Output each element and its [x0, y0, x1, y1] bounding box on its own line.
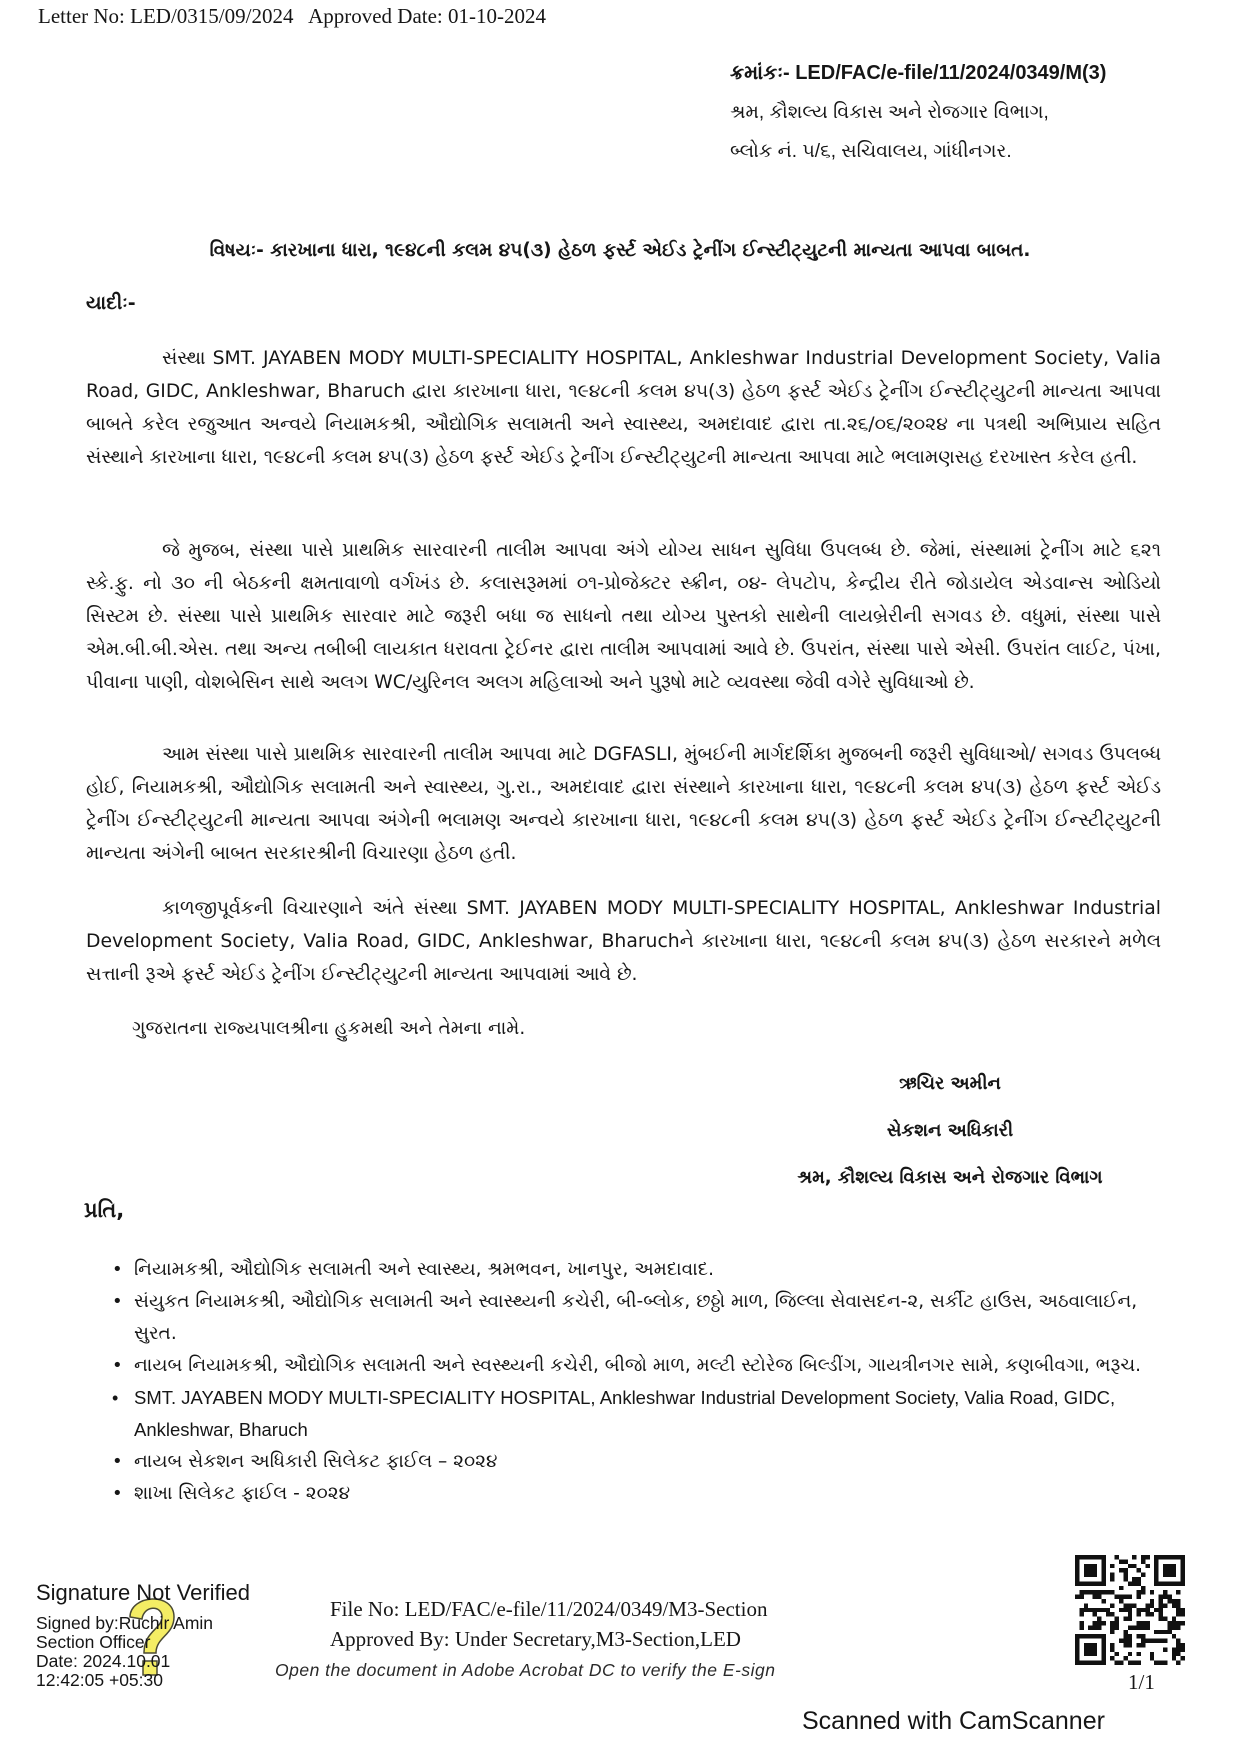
qr-module — [1154, 1630, 1158, 1634]
qr-module — [1145, 1555, 1149, 1559]
qr-module — [1097, 1590, 1101, 1594]
qr-module — [1093, 1621, 1097, 1625]
file-info-block — [330, 1594, 767, 1654]
qr-module — [1132, 1577, 1136, 1581]
qr-module — [1079, 1625, 1083, 1629]
qr-module — [1132, 1625, 1136, 1629]
qr-module — [1119, 1661, 1123, 1665]
qr-module — [1176, 1661, 1180, 1665]
qr-module — [1115, 1625, 1119, 1629]
department-name: શ્રમ, કૌશલ્ય વિકાસ અને રોજગાર વિભાગ, — [730, 102, 1049, 123]
copy-to-label: પ્રતિ, — [84, 1198, 125, 1222]
qr-module — [1128, 1625, 1132, 1629]
qr-module — [1137, 1643, 1141, 1647]
qr-module — [1119, 1599, 1123, 1603]
qr-module — [1167, 1595, 1171, 1599]
qr-module — [1172, 1656, 1176, 1660]
qr-module — [1128, 1652, 1132, 1656]
qr-module — [1159, 1599, 1163, 1603]
sign-date: Date: 2024.10.01 — [36, 1651, 171, 1671]
qr-module — [1163, 1661, 1167, 1665]
qr-module — [1079, 1612, 1083, 1616]
qr-module — [1181, 1608, 1185, 1612]
qr-module — [1084, 1590, 1088, 1594]
qr-module — [1093, 1625, 1097, 1629]
approved-date: Approved Date: 01-10-2024 — [308, 4, 547, 28]
qr-module — [1176, 1639, 1180, 1643]
qr-module — [1137, 1634, 1141, 1638]
qr-module — [1141, 1625, 1145, 1629]
qr-module — [1084, 1608, 1088, 1612]
qr-module — [1115, 1652, 1119, 1656]
qr-module — [1172, 1625, 1176, 1629]
qr-module — [1110, 1573, 1114, 1577]
qr-module — [1176, 1599, 1180, 1603]
list-item: • SMT. JAYABEN MODY MULTI-SPECIALITY HOSPITAL, Ankleshwar Industrial Development Society, Valia Road, GIDC, Ankleshwar, Bharuch — [112, 1382, 1162, 1446]
qr-module — [1176, 1590, 1180, 1594]
qr-module — [1128, 1581, 1132, 1585]
sign-time: 12:42:05 +05:30 — [36, 1670, 163, 1690]
qr-module — [1137, 1590, 1141, 1594]
qr-module — [1119, 1586, 1123, 1590]
qr-module — [1159, 1595, 1163, 1599]
qr-module — [1163, 1617, 1167, 1621]
qr-module — [1115, 1595, 1119, 1599]
qr-module — [1163, 1595, 1167, 1599]
qr-module — [1106, 1612, 1110, 1616]
qr-module — [1132, 1564, 1136, 1568]
qr-module — [1079, 1590, 1083, 1594]
qr-module — [1106, 1608, 1110, 1612]
qr-module — [1163, 1647, 1167, 1651]
qr-module — [1172, 1621, 1176, 1625]
qr-module — [1115, 1621, 1119, 1625]
qr-module — [1141, 1555, 1145, 1559]
qr-module — [1163, 1630, 1167, 1634]
qr-module — [1097, 1617, 1101, 1621]
qr-module — [1176, 1652, 1180, 1656]
qr-module — [1141, 1639, 1145, 1643]
qr-module — [1163, 1639, 1167, 1643]
qr-module — [1097, 1608, 1101, 1612]
qr-module — [1181, 1621, 1185, 1625]
qr-module — [1176, 1621, 1180, 1625]
qr-module — [1181, 1656, 1185, 1660]
qr-module — [1141, 1573, 1145, 1577]
qr-module — [1137, 1661, 1141, 1665]
list-item: • નિયામકશ્રી, ઔદ્યોગિક સલામતી અને સ્વાસ્થ્ય, શ્રમભવન, ખાનપુર, અમદાવાદ. — [112, 1254, 1162, 1286]
qr-module — [1145, 1639, 1149, 1643]
qr-module — [1128, 1617, 1132, 1621]
list-item: • નાયબ સેકશન અધિકારી સિલેકટ ફાઈલ – ૨૦૨૪ — [112, 1446, 1162, 1478]
yadi-label: યાદીઃ- — [86, 292, 136, 314]
qr-module — [1137, 1612, 1141, 1616]
qr-module — [1145, 1603, 1149, 1607]
qr-module — [1110, 1603, 1114, 1607]
qr-module — [1167, 1599, 1171, 1603]
qr-module — [1123, 1643, 1127, 1647]
qr-module — [1128, 1643, 1132, 1647]
qr-module — [1110, 1656, 1114, 1660]
qr-module — [1132, 1661, 1136, 1665]
governor-order-line: ગુજરાતના રાજ્યપાલશ્રીના હુકમથી અને તેમના નામે. — [132, 1018, 526, 1039]
verify-esign-note: Open the document in Adobe Acrobat DC to verify the E-sign — [275, 1660, 776, 1680]
file-number: File No: LED/FAC/e-file/11/2024/0349/M3-Section — [330, 1597, 768, 1621]
qr-module — [1106, 1590, 1110, 1594]
qr-module — [1141, 1559, 1145, 1563]
qr-module — [1172, 1647, 1176, 1651]
qr-module — [1119, 1568, 1123, 1572]
qr-module — [1110, 1621, 1114, 1625]
qr-module — [1123, 1617, 1127, 1621]
qr-module — [1128, 1612, 1132, 1616]
qr-module — [1172, 1617, 1176, 1621]
qr-module — [1159, 1630, 1163, 1634]
qr-module — [1119, 1639, 1123, 1643]
qr-module — [1181, 1647, 1185, 1651]
qr-module — [1150, 1612, 1154, 1616]
qr-module — [1141, 1608, 1145, 1612]
qr-module — [1128, 1608, 1132, 1612]
qr-module — [1084, 1643, 1097, 1656]
signatory-designation: સેકશન અધિકારી — [886, 1120, 1014, 1141]
page-number: 1/1 — [1128, 1670, 1155, 1694]
qr-module — [1128, 1595, 1132, 1599]
signer-role: Section Officer — [36, 1632, 151, 1652]
qr-module — [1159, 1617, 1163, 1621]
signatory-name: ઋચિર અમીન — [899, 1073, 1001, 1094]
qr-module — [1123, 1608, 1127, 1612]
qr-module — [1110, 1647, 1114, 1651]
list-item: • શાખા સિલેકટ ફાઈલ - ૨૦૨૪ — [112, 1478, 1162, 1510]
qr-module — [1150, 1603, 1154, 1607]
qr-module — [1093, 1608, 1097, 1612]
qr-module — [1150, 1639, 1154, 1643]
qr-module — [1159, 1639, 1163, 1643]
qr-module — [1093, 1612, 1097, 1616]
body-paragraph: આમ સંસ્થા પાસે પ્રાથમિક સારવારની તાલીમ આપવા માટે DGFASLI, મુંબઈની માર્ગદર્શિકા મુજબની જરૂરી સુવિધાઓ/ સગવડ ઉપલબ્ધ હોઈ, નિયામકશ્રી, ઔદ્યોગિક સલામતી અને સ્વાસ્થ્ય, ગુ.રા., અમદાવાદ દ્વારા સંસ્થાને કારખાના ધારા, ૧૯૪૮ની કલમ ૪૫(૩) હેઠળ ફર્સ્ટ એઈડ ટ્રેનીંગ ઈન્સ્ટીટ્યુટની માન્યતા આપવા અંગેની ભલામણ અન્વયે કારખાના ધારા, ૧૯૪૮ની કલમ ૪૫(૩) હેઠળ ફર્સ્ટ એઈડ ટ્રેનીંગ ઈન્સ્ટીટ્યુટની માન્યતા અંગેની બાબત સરકારશ્રીની વિચારણા હેઠળ હતી. — [86, 744, 1161, 864]
qr-module — [1172, 1634, 1176, 1638]
qr-module — [1123, 1634, 1127, 1638]
qr-module — [1181, 1612, 1185, 1616]
qr-module — [1150, 1590, 1154, 1594]
qr-module — [1110, 1564, 1114, 1568]
qr-module — [1088, 1590, 1092, 1594]
qr-module — [1137, 1652, 1141, 1656]
qr-module — [1150, 1656, 1154, 1660]
qr-module — [1123, 1656, 1127, 1660]
qr-module — [1163, 1590, 1167, 1594]
qr-module — [1128, 1634, 1132, 1638]
qr-module — [1141, 1634, 1145, 1638]
qr-module — [1123, 1603, 1127, 1607]
qr-module — [1119, 1608, 1123, 1612]
qr-module — [1115, 1617, 1119, 1621]
qr-module — [1128, 1603, 1132, 1607]
copy-to-list — [112, 1254, 1162, 1510]
qr-module — [1079, 1621, 1083, 1625]
qr-module — [1154, 1608, 1158, 1612]
qr-module — [1145, 1612, 1149, 1616]
reference-block — [730, 54, 1106, 171]
qr-module — [1110, 1625, 1114, 1629]
qr-module — [1123, 1568, 1127, 1572]
qr-module — [1084, 1603, 1088, 1607]
qr-module — [1075, 1595, 1079, 1599]
qr-module — [1141, 1643, 1145, 1647]
body-paragraph: કાળજીપૂર્વકની વિચારણાને અંતે સંસ્થા SMT. JAYABEN MODY MULTI-SPECIALITY HOSPITAL, Ankleshwar Industrial Development Society, Valia Road, GIDC, Ankleshwar, Bharuchને કારખાના ધારા, ૧૯૪૮ની કલમ ૪૫(૩) હેઠળ સરકારને મળેલ સત્તાની રૂએ ફર્સ્ટ એઈડ ટ્રેનીંગ ઈન્સ્ટીટ્યુટની માન્યતા આપવામાં આવે છે. — [86, 898, 1161, 985]
list-item: • નાયબ નિયામકશ્રી, ઔદ્યોગિક સલામતી અને સ્વસ્થ્યની કચેરી, બીજો માળ, મલ્ટી સ્ટોરેજ બિલ્ડીંગ, ગાયત્રીનગર સામે, કણબીવગા, ભરૂચ. — [112, 1350, 1162, 1382]
qr-module — [1137, 1577, 1141, 1581]
qr-module — [1115, 1661, 1119, 1665]
qr-module — [1079, 1608, 1083, 1612]
qr-module — [1167, 1621, 1171, 1625]
qr-module — [1181, 1643, 1185, 1647]
qr-module — [1150, 1599, 1154, 1603]
qr-module — [1132, 1581, 1136, 1585]
signatory-block — [740, 1060, 1160, 1201]
qr-module — [1137, 1581, 1141, 1585]
letter-header — [38, 4, 546, 29]
body-paragraph: સંસ્થા SMT. JAYABEN MODY MULTI-SPECIALITY HOSPITAL, Ankleshwar Industrial Development Society, Valia Road, GIDC, Ankleshwar, Bharuch દ્વારા કારખાના ધારા, ૧૯૪૮ની કલમ ૪૫(૩) હેઠળ ફર્સ્ટ એઈડ ટ્રેનીંગ ઈન્સ્ટીટ્યુટની માન્યતા આપવા બાબતે કરેલ રજુઆત અન્વયે નિયામકશ્રી, ઔદ્યોગિક સલામતી અને સ્વાસ્થ્ય, અમદાવાદ દ્વારા તા.૨૬/૦૬/૨૦૨૪ ના પત્રથી અભિપ્રાય સહિત સંસ્થાને કારખાના ધારા, ૧૯૪૮ની કલમ ૪૫(૩) હેઠળ ફર્સ્ટ એઈડ ટ્રેનીંગ ઈન્સ્ટીટ્યુટની માન્યતા આપવા માટે ભલામણસહ દરખાસ્ત કરેલ હતી. — [86, 348, 1161, 468]
qr-module — [1159, 1608, 1163, 1612]
qr-module — [1123, 1577, 1127, 1581]
qr-module — [1119, 1559, 1123, 1563]
qr-module — [1088, 1625, 1092, 1629]
qr-module — [1097, 1595, 1101, 1599]
qr-module — [1159, 1661, 1163, 1665]
qr-code-icon[interactable] — [1075, 1555, 1185, 1665]
qr-module — [1119, 1595, 1123, 1599]
qr-module — [1137, 1625, 1141, 1629]
qr-module — [1110, 1612, 1114, 1616]
qr-module — [1123, 1573, 1127, 1577]
qr-module — [1101, 1599, 1105, 1603]
qr-module — [1176, 1603, 1180, 1607]
qr-module — [1154, 1661, 1158, 1665]
qr-module — [1101, 1621, 1105, 1625]
qr-module — [1132, 1555, 1136, 1559]
qr-module — [1110, 1630, 1114, 1634]
reference-number: ક્રમાંકઃ- LED/FAC/e-file/11/2024/0349/M(3) — [730, 62, 1107, 84]
qr-module — [1150, 1652, 1154, 1656]
qr-module — [1097, 1621, 1101, 1625]
qr-module — [1167, 1625, 1171, 1629]
qr-module — [1088, 1608, 1092, 1612]
qr-module — [1079, 1595, 1083, 1599]
qr-module — [1110, 1590, 1114, 1594]
qr-module — [1176, 1647, 1180, 1651]
qr-module — [1093, 1590, 1097, 1594]
subject-line: વિષયઃ- કારખાના ધારા, ૧૯૪૮ની કલમ ૪૫(૩) હેઠળ ફર્સ્ટ એઈડ ટ્રેનીંગ ઈન્સ્ટીટ્યુટની માન્યતા આપવા બાબત. — [209, 240, 1031, 261]
qr-module — [1137, 1595, 1141, 1599]
qr-module — [1101, 1608, 1105, 1612]
qr-module — [1141, 1586, 1145, 1590]
qr-module — [1110, 1577, 1114, 1581]
qr-module — [1123, 1595, 1127, 1599]
qr-module — [1172, 1652, 1176, 1656]
letter-number: Letter No: LED/0315/09/2024 — [38, 4, 294, 28]
list-item: • સંયુકત નિયામકશ્રી, ઔદ્યોગિક સલામતી અને સ્વાસ્થ્યની કચેરી, બી-બ્લોક, છઠ્ઠો માળ, જિલ્લા સેવાસદન-૨, સર્કીટ હાઉસ, અઠવાલાઈન, સુરત. — [112, 1286, 1162, 1350]
qr-module — [1159, 1603, 1163, 1607]
qr-module — [1115, 1555, 1119, 1559]
qr-module — [1141, 1590, 1145, 1594]
signature-status: Signature Not Verified — [36, 1580, 251, 1605]
qr-module — [1093, 1595, 1097, 1599]
camscanner-watermark: Scanned with CamScanner — [802, 1707, 1105, 1735]
qr-module — [1145, 1608, 1149, 1612]
body-paragraph: જે મુજબ, સંસ્થા પાસે પ્રાથમિક સારવારની તાલીમ આપવા અંગે યોગ્ય સાધન સુવિધા ઉપલબ્ધ છે. જેમાં, સંસ્થામાં ટ્રેનીંગ માટે ૬૨૧ સ્કે.ફુ. નો ૩૦ ની બેઠકની ક્ષમતાવાળો વર્ગખંડ છે. કલાસરૂમમાં ૦૧-પ્રોજેક્ટર સ્ક્રીન, ૦૪- લેપટોપ, કેન્દ્રીય રીતે જોડાયેલ એડવાન્સ ઓડિયો સિસ્ટમ છે. સંસ્થા પાસે પ્રાથમિક સારવાર માટે જરૂરી બધા જ સાધનો તથા યોગ્ય પુસ્તકો સાથેની લાયબ્રેરીની સગવડ છે. વધુમાં, સંસ્થા પાસે એમ.બી.બી.એસ. તથા અન્ય તબીબી લાયકાત ધરાવતા ટ્રેઈનર દ્વારા તાલીમ આપવામાં આવે છે. ઉપરાંત, સંસ્થા પાસે એસી. ઉપરાંત લાઈટ, પંખા, પીવાના પાણી, વોશબેસિન સાથે અલગ WC/યુરિનલ અલગ મહિલાઓ અને પુરૂષો માટે વ્યવસ્થા જેવી વગેરે સુવિધાઓ છે. — [86, 540, 1161, 693]
qr-module — [1128, 1661, 1132, 1665]
qr-module — [1141, 1621, 1145, 1625]
qr-module — [1084, 1564, 1097, 1577]
office-address: બ્લોક નં. ૫/૬, સચિવાલય, ગાંધીનગર. — [730, 141, 1012, 162]
qr-module — [1145, 1625, 1149, 1629]
qr-module — [1110, 1643, 1114, 1647]
qr-module — [1154, 1639, 1158, 1643]
qr-module — [1123, 1639, 1127, 1643]
qr-module — [1176, 1608, 1180, 1612]
qr-module — [1163, 1603, 1167, 1607]
qr-module — [1145, 1564, 1149, 1568]
qr-module — [1097, 1625, 1101, 1629]
qr-module — [1101, 1590, 1105, 1594]
qr-module — [1128, 1639, 1132, 1643]
qr-module — [1123, 1559, 1127, 1563]
qr-module — [1137, 1621, 1141, 1625]
signed-by: Signed by:Ruchir Amin — [36, 1613, 214, 1633]
qr-module — [1172, 1603, 1176, 1607]
qr-module — [1176, 1612, 1180, 1616]
qr-module — [1128, 1564, 1132, 1568]
qr-module — [1167, 1630, 1171, 1634]
qr-module — [1137, 1568, 1141, 1572]
qr-module — [1176, 1625, 1180, 1629]
esign-block — [36, 1580, 296, 1690]
qr-module — [1123, 1630, 1127, 1634]
qr-module — [1172, 1599, 1176, 1603]
qr-module — [1132, 1603, 1136, 1607]
qr-module — [1137, 1608, 1141, 1612]
qr-module — [1145, 1621, 1149, 1625]
signatory-department: શ્રમ, કૌશલ્ય વિકાસ અને રોજગાર વિભાગ — [797, 1167, 1103, 1188]
approved-by: Approved By: Under Secretary,M3-Section,LED — [330, 1627, 741, 1651]
qr-module — [1163, 1564, 1176, 1577]
qr-module — [1176, 1643, 1180, 1647]
qr-module — [1159, 1612, 1163, 1616]
